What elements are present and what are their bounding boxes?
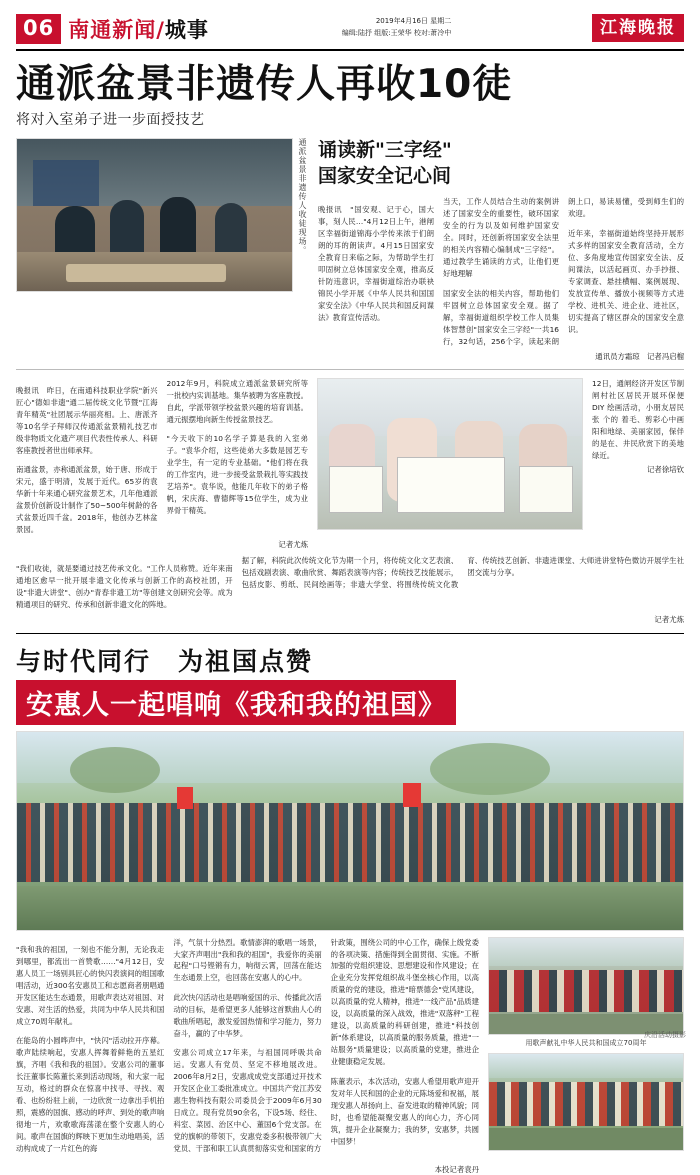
feature-paragraph: 洋，气氛十分热烈。歌情澎湃的歌唱一场景，大家齐声唱出"我和我的祖国"，我爱你的美丽起程"口号铿锵有力，响彻云霄，回荡在能达生态通景上空，也回荡在安惠人的心中。 <box>173 937 322 983</box>
photo-drawing-shape <box>329 466 384 513</box>
issue-date: 2019年4月16日 星期二 <box>375 17 452 25</box>
lead-paragraph: 晚报讯 昨日，在南通科技职业学院"新兴匠心"德如非遗"通二届传统文化节暨"江海青年精英"社团展示华丽亮相。上、唐派齐等10名学子拜师汉传通派盆景精礼技艺市级非物质文化遗产项目代表性传承人、科研客座教授者世出师承拜。 <box>16 385 158 455</box>
secondary-article-body <box>318 196 684 347</box>
lead-photo-caption: 通派盆景非遗传人收徒现场。 <box>298 138 307 256</box>
photo-tree-shape <box>430 743 550 795</box>
secondary-article-title <box>318 138 684 189</box>
section-separator: / <box>156 18 165 42</box>
photo-banner-shape <box>33 160 99 206</box>
secondary-title-line2: 国家安全记心间 <box>318 164 452 187</box>
lead-photo <box>16 138 293 292</box>
masthead-meta <box>342 14 452 40</box>
secondary-paragraph: 国家安全法的相关内容，帮助他们牢固树立总体国家安全观。据了解，幸福街道组织学校工作人员集体智慧创"国家安全三字经"一共16行，32句话，256个字，读起来朗朗上口，易读易懂，受到师生们的欢迎。 <box>443 197 684 346</box>
secondary-paragraph: 晚报讯 "国安观、记于心，国大事，刻人民…"4月12日上午，港闸区幸福街道锦海小学传来浓于们朗朗的耳的朗读声。4月15日国家安全教育日来临之际，为帮助学生打叩固树立总体国家安全观，推高反针防违意识，幸福街道综治办联袂锦民小学开展《中华人民共和国国家安全法》《中华人民共和国反间谍法》教育宣传活动。 <box>318 204 434 322</box>
editor-credits: 编缉:陆抒 组版:王荣华 校对:萧冷中 <box>341 28 452 37</box>
feature-paragraph: 针政策，围绕公司的中心工作，确保上级党委的各项决策、措施得到全面贯彻、实施。不断加强的党组织建设、思想建设和作风建设；在企业充分发挥党组织战斗堡垒核心作用，以高质量的党的建设，推进"暗票德会"党风建设，以高质量的党人精神，推进"一线产品"品质建设，以高质量的深入战效，推进"双落秤"工程建设，以高质量的科研创建，推进"科技创新"体系建设，以高质量的服务质量，推进"一站服务"质量建设；以高质量的党建，推进企业健康稳定发展。 <box>330 937 479 1067</box>
masthead-right <box>592 14 684 42</box>
newspaper-logo: 江海晚报 <box>592 14 684 42</box>
mid-right-caption-column <box>592 378 684 551</box>
lead-photo-wrap <box>16 138 308 292</box>
photo-crowd-band <box>489 1082 683 1126</box>
lead-paragraph: 南通盆景，亦称通派盆景，始于唐、形成于宋元，盛于明清，发展于近代。65岁的袁华新十年来通心研究盆景艺术，几年他通派盆景价创新设计制作了50~500年树龄的各式盆景近四千盆。2018年，他创办艺林盆景园。 <box>16 465 158 535</box>
secondary-article-byline: 通讯员方霜琼 记者冯启榴 <box>595 351 684 361</box>
lead-paragraph: 据了解，科院此次传统文化节为期一个月，将传统文化文艺表演、包括戏剧表演、歌曲欣赏、舞蹈表演等内容；传统技艺技能展示，包括皮影、剪纸、民间绘画等；非遗大学堂、将围绕传统文化教育、传统技艺创新、非遗进课堂、大师进讲堂特色微访开展学生社团交流与分享。 <box>241 556 684 590</box>
divider <box>16 369 684 370</box>
feature-photo-caption: 用歌声献礼中华人民共和国成立70周年 <box>525 1038 647 1047</box>
photo-lawn-band <box>17 886 683 930</box>
secondary-paragraph: 近年来，幸福街道始终坚持开展形式多样的国家安全教育活动，全方位、多角度地宣传国家安全法、反间谍法，以活起画页、办手抄报、专家调查、悬挂横幅、案例展现、发放宣传单、播放小视频等方式进学校、进机关、进企业、进社区，切实提高了辖区群众的国家安全意识。 <box>568 228 684 334</box>
top-area <box>16 138 684 361</box>
feature-paragraph: "我和我的祖国，一刻也不能分割，无论我走到哪里，都流出一首赞歌……"4月12日，安惠人员工一场别具匠心的快闪表演间的组国歌唱活动，近300名安惠员工和志愿商者朋唱通开发区能达生态通景，用歌声表达对祖国、对安惠、对生活的热爱，共同为中华人民共和国成立70周年献礼。 <box>16 944 165 1026</box>
photo-flag-shape <box>177 787 193 809</box>
photo-crowd-band <box>17 803 683 882</box>
photo-sky-band <box>489 938 683 967</box>
photo-flag-shape <box>403 783 421 807</box>
photo-sky-band <box>489 1054 683 1079</box>
section-title <box>68 14 209 44</box>
feature-byline: 本投记者袁丹 <box>434 1164 479 1174</box>
feature-headline: 安惠人一起唱响《我和我的祖国》 <box>16 680 456 725</box>
mid-band <box>16 378 684 551</box>
feature-group-photo <box>16 731 684 931</box>
feature-paragraph: 陈董表示，本次活动，安惠人希望用歌声迎开发对年人民和国的企业的元陈场爱和祝福，展现安惠人昂扬向上、奋发进取的精神风貌；同时，也希望能凝聚安惠人的向心力，齐心同筑，提升企业凝聚力；我的梦，安惠梦，共圆中国梦！ <box>330 1076 479 1146</box>
children-drawing-photo <box>317 378 583 530</box>
lead-article-byline: 记者尤炼 <box>654 614 684 624</box>
masthead <box>16 14 684 51</box>
lead-headline: 通派盆景非遗传人再收10徒 <box>16 62 513 107</box>
photo-tree-shape <box>70 747 160 793</box>
photo-lawn-band <box>489 1128 683 1149</box>
feature-article <box>16 642 684 931</box>
subsection-name: 城事 <box>164 18 209 42</box>
feature-body <box>16 937 479 1175</box>
masthead-left <box>16 14 209 44</box>
photo-crowd-band <box>489 970 683 1012</box>
feature-kicker: 与时代同行 为祖国点赞 <box>16 646 314 676</box>
photo-drawing-shape <box>519 466 574 513</box>
lead-body-continued <box>16 555 684 610</box>
lead-photo-column <box>16 138 308 361</box>
lead-paragraph: "我们收徒，就是要通过技艺传承文化。"工作人员称赞。近年来南通地区愈早一批开展非遗文化传承与创新工作的高校社团，开设"非遗大讲堂"、创办"青春非遗工坊"等创建文创研究会等。成为精通项目的研究、传承和创新非遗文化的阵地。 <box>16 563 233 609</box>
photo-drawing-shape <box>397 457 505 513</box>
lead-paragraph: "今天收下的10名学子算是我的入室弟子。"袁华介绍，这些徒弟大多数是园艺专业学生，有一定的专业基础。"他们将在我的工作室内，进一步接受盆景栽扎等实践技艺培养"。袁华说，他能几年收下的弟子格帆，宋庆海、曹德辉等15位学生，成为业界骨干精英。 <box>166 433 308 515</box>
section-name: 南通新闻 <box>68 18 157 42</box>
lead-article-body <box>16 378 308 551</box>
feature-paragraph: 安惠公司成立17年来，与祖国同呼吸共命运。安惠人有党员、坚定不移地展改进。2006年8月2日，安惠成成党支部通过开技术开发区企业工委批准成立。中国共产党江苏安惠生物科技有限公司委员会于2009年6月30日成立。现有党员90余名，下设5场、经住、科室、菜园、治区中心、董国6个党支部。在党的旗帜的带领下，安惠党委多积极带领广大党员、干部和职工认真贯彻落实党和国家的方 <box>173 1048 322 1154</box>
secondary-paragraph: 当天，工作人员结合生动的案例讲述了国家安全的重要性，破环国家安全的行为以及如何维护国家安全。同时，还创新将国家安全法里的相关内容精心编制成"三字经"。通过教学生诵读的方式，让他们更好地理解 <box>443 197 559 279</box>
feature-photo-tertiary <box>488 1053 684 1151</box>
mid-photo-block <box>317 378 583 551</box>
feature-body-columns <box>16 937 479 1160</box>
lead-paragraph: 2012年9月，科院成立通派盆景研究所等一批校内实训基地。集华被聘为客座教授。自此，学派带领学校盆景兴趣的培育训基。通元振摆地向新生传授盆景技艺。 <box>166 378 308 424</box>
photo-credit-corner: 庆沿活动摄影 <box>644 1031 686 1039</box>
feature-photo-secondary <box>488 937 684 1035</box>
feature-paragraph: 在能岛的小圆哗声中，"快闪"活动拉开序幕。歌声陆续响起，安惠人挥舞着鲜艳的五星红旗，齐唱《我和我的祖国》。安惠公司的董事长汪董事长陈董长来到活动现场，和大家一起互动，格过的群众在惊喜中找寻、寻找、观看、也纷纷驻上前，一边欣赏一边拿出手机拍照，震感的国旗、感动的呼声、到处的歌声响彻地一片，欢歌歌海荡漾在整个安惠人的心间。歌声在国旗的辉映下更加生动地唱美，活动构成成了一片红色的海 <box>16 1036 165 1154</box>
lead-subheadline: 将对入室弟子进一步面授技艺 <box>16 112 205 129</box>
page-number: 06 <box>16 14 61 44</box>
feature-paragraph: 此次快闪活动也是唱响爱国的示、传播此次活动的目标，是希望更多人能够这首默曲人心的歌曲所唱起，激发爱国热情和学习能力，努力奋斗，赢的了中华梦。 <box>173 992 322 1038</box>
secondary-article-column <box>318 138 684 361</box>
lead-photo-credit: 记者尤炼 <box>278 540 308 550</box>
mid-photo-caption: 12日，通闸经济开发区节制闸村社区居民开展环保便 DIY 绘画活动，小朋友居民张 个的 着毛、剪彩心中画 阳和地绿、美丽家园，保伴的是在、井民欣赏下的美地绿近。 <box>592 378 684 460</box>
secondary-title-line1: 诵读新"三字经" <box>318 139 452 162</box>
photo-table-shape <box>66 264 225 282</box>
bottom-area <box>16 937 684 1175</box>
bottom-photo-column <box>488 937 684 1175</box>
lead-body-columns <box>16 378 308 537</box>
section-divider <box>16 633 684 634</box>
mid-photo-credit: 记者徐培钦 <box>647 465 684 475</box>
